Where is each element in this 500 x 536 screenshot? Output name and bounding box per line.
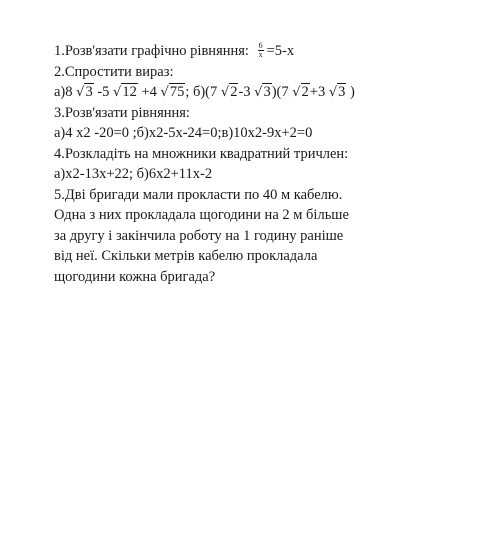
expr-part: -3 [238, 84, 251, 100]
radicand: 75 [169, 84, 185, 100]
task-1-label: 1.Розв'язати графічно рівняння: [54, 43, 249, 59]
fraction-denominator: x [258, 50, 263, 60]
task-2-label: 2.Спростити вираз: [54, 63, 174, 80]
task-4-body: а)х2-13х+22; б)6х2+11х-2 [54, 166, 213, 182]
fraction-numerator: 6 [258, 41, 263, 51]
sqrt-icon: √3 [328, 84, 346, 100]
radicand: 2 [230, 84, 238, 100]
radicand: 3 [85, 84, 93, 100]
expr-part: -5 [97, 84, 110, 100]
radicand: 3 [263, 84, 271, 100]
radicand: 2 [301, 84, 309, 100]
task-2-expression [54, 82, 474, 103]
expr-part: )(7 [271, 84, 289, 100]
task-list [54, 41, 474, 287]
task-5-body: 5.Дві бригади мали прокласти по 40 м кабелю. Одна з них прокладала щогодини на 2 м більше за другу і закінчила роботу на 1 годину раніше від неї. Скільки метрів кабелю прокладала щогодини кожна бригада? [54, 186, 349, 285]
task-1 [54, 41, 474, 62]
sqrt-icon: √3 [254, 84, 271, 100]
sqrt-icon: √2 [292, 84, 309, 100]
task-3-body: а)4 х2 -20=0 ;б)х2-5х-24=0;в)10х2-9х+2=0 [54, 125, 313, 141]
task-3-label: 3.Розв'язати рівняння: [54, 104, 190, 121]
expr-part: ) [350, 84, 355, 100]
task-4-label: 4.Розкладіть на множники квадратний тричлен: [54, 145, 349, 162]
sqrt-icon: √3 [76, 84, 93, 100]
task-1-tail: =5-x [266, 43, 295, 59]
expr-part: +4 [141, 84, 157, 100]
fraction-6-over-x [258, 42, 264, 59]
sqrt-icon: √12 [113, 84, 137, 100]
radicand: 3 [338, 84, 346, 100]
sqrt-icon: √75 [160, 84, 185, 100]
radicand: 12 [122, 84, 137, 100]
expr-part: а)8 [54, 84, 73, 100]
expr-part: ; б)(7 [185, 84, 218, 100]
sqrt-icon: √2 [220, 84, 238, 100]
expr-part: +3 [309, 84, 326, 100]
